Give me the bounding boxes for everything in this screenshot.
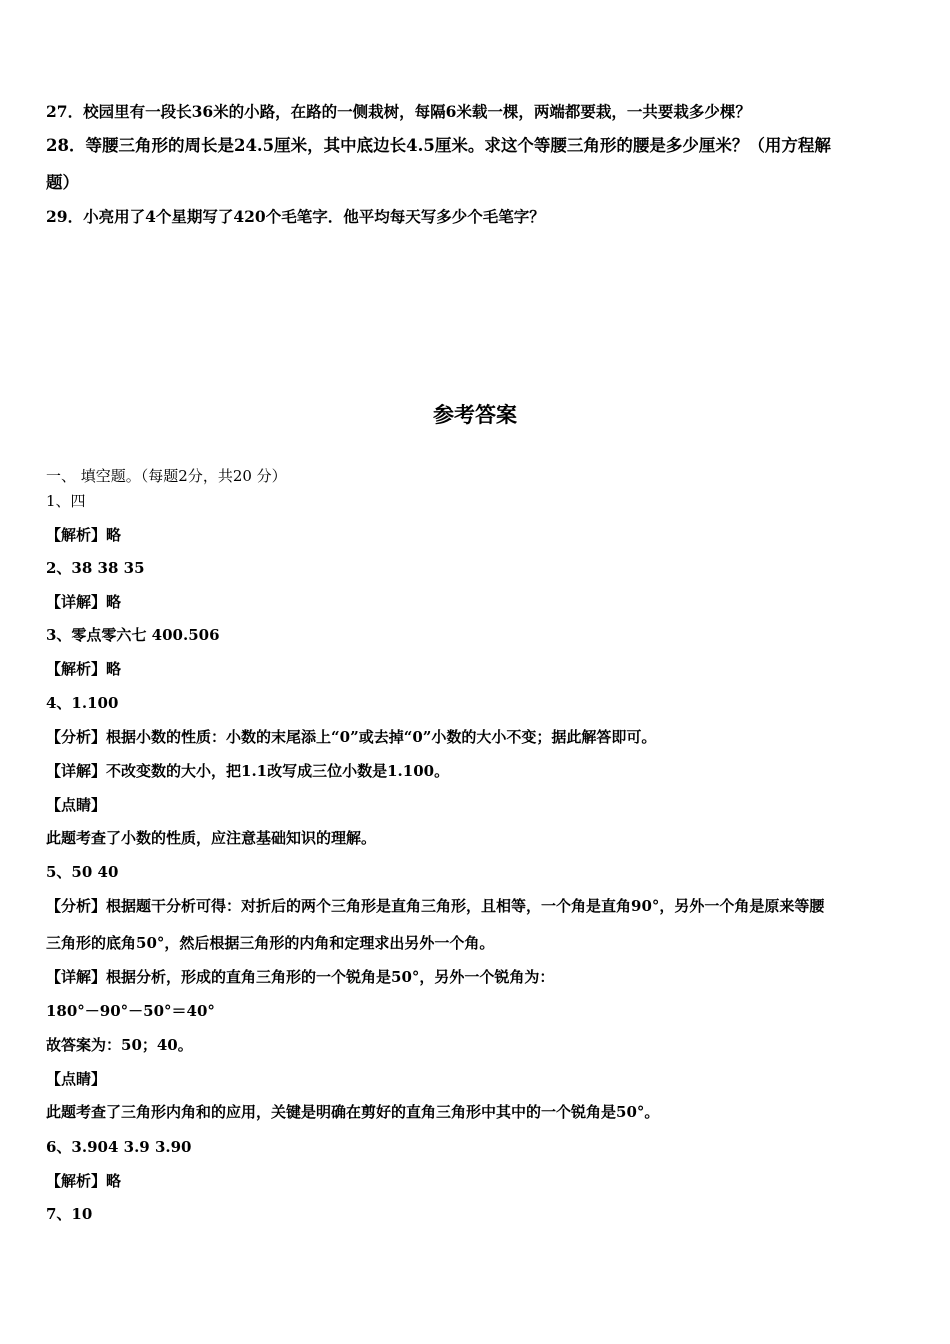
question-27: 27．校园里有一段长36米的小路，在路的一侧栽树，每隔6米载一棵，两端都要栽，一共要栽多少棵？ xyxy=(46,102,751,121)
question-28-line-2: 题） xyxy=(46,173,79,192)
answer-5-analysis-line-1: 【分析】根据题干分析可得：对折后的两个三角形是直角三角形，且相等，一个角是直角90°，另外一个角是原来等腰 xyxy=(46,897,825,915)
answer-3-note: 【解析】略 xyxy=(46,660,122,678)
answer-5-formula: 180°－90°－50°＝40° xyxy=(46,1002,215,1020)
section-heading-fill-blank: 一、 填空题。（每题2分，共20 分） xyxy=(46,467,287,485)
answer-4-comment: 此题考查了小数的性质，应注意基础知识的理解。 xyxy=(46,829,377,847)
answer-6: 6、3.904 3.9 3.90 xyxy=(46,1138,192,1156)
answer-5-answer: 故答案为：50；40。 xyxy=(46,1036,193,1054)
answer-4-analysis: 【分析】根据小数的性质：小数的末尾添上“0”或去掉“0”小数的大小不变；据此解答即可。 xyxy=(46,728,657,746)
answer-5-analysis-line-2: 三角形的底角50°，然后根据三角形的内角和定理求出另外一个角。 xyxy=(46,934,495,952)
question-29: 29．小亮用了4个星期写了420个毛笔字．他平均每天写多少个毛笔字？ xyxy=(46,207,545,226)
answer-2-note: 【详解】略 xyxy=(46,593,122,611)
answer-3: 3、零点零六七 400.506 xyxy=(46,626,220,644)
answer-4: 4、1.100 xyxy=(46,694,119,712)
answer-4-comment-label: 【点睛】 xyxy=(46,796,107,814)
answer-7: 7、10 xyxy=(46,1205,93,1223)
answer-5: 5、50 40 xyxy=(46,863,119,881)
answer-1: 1、四 xyxy=(46,492,86,510)
answer-5-comment-label: 【点睛】 xyxy=(46,1070,107,1088)
answer-2: 2、38 38 35 xyxy=(46,559,145,577)
answer-5-detail: 【详解】根据分析，形成的直角三角形的一个锐角是50°，另外一个锐角为： xyxy=(46,968,555,986)
answer-1-note: 【解析】略 xyxy=(46,526,122,544)
question-28-line-1: 28．等腰三角形的周长是24.5厘米，其中底边长4.5厘米。求这个等腰三角形的腰是多少厘米？（用方程解 xyxy=(46,136,831,155)
answer-key-title: 参考答案 xyxy=(433,402,517,427)
answer-5-comment: 此题考查了三角形内角和的应用，关键是明确在剪好的直角三角形中其中的一个锐角是50°。 xyxy=(46,1103,660,1121)
answer-4-detail: 【详解】不改变数的大小，把1.1改写成三位小数是1.100。 xyxy=(46,762,450,780)
answer-6-note: 【解析】略 xyxy=(46,1172,122,1190)
